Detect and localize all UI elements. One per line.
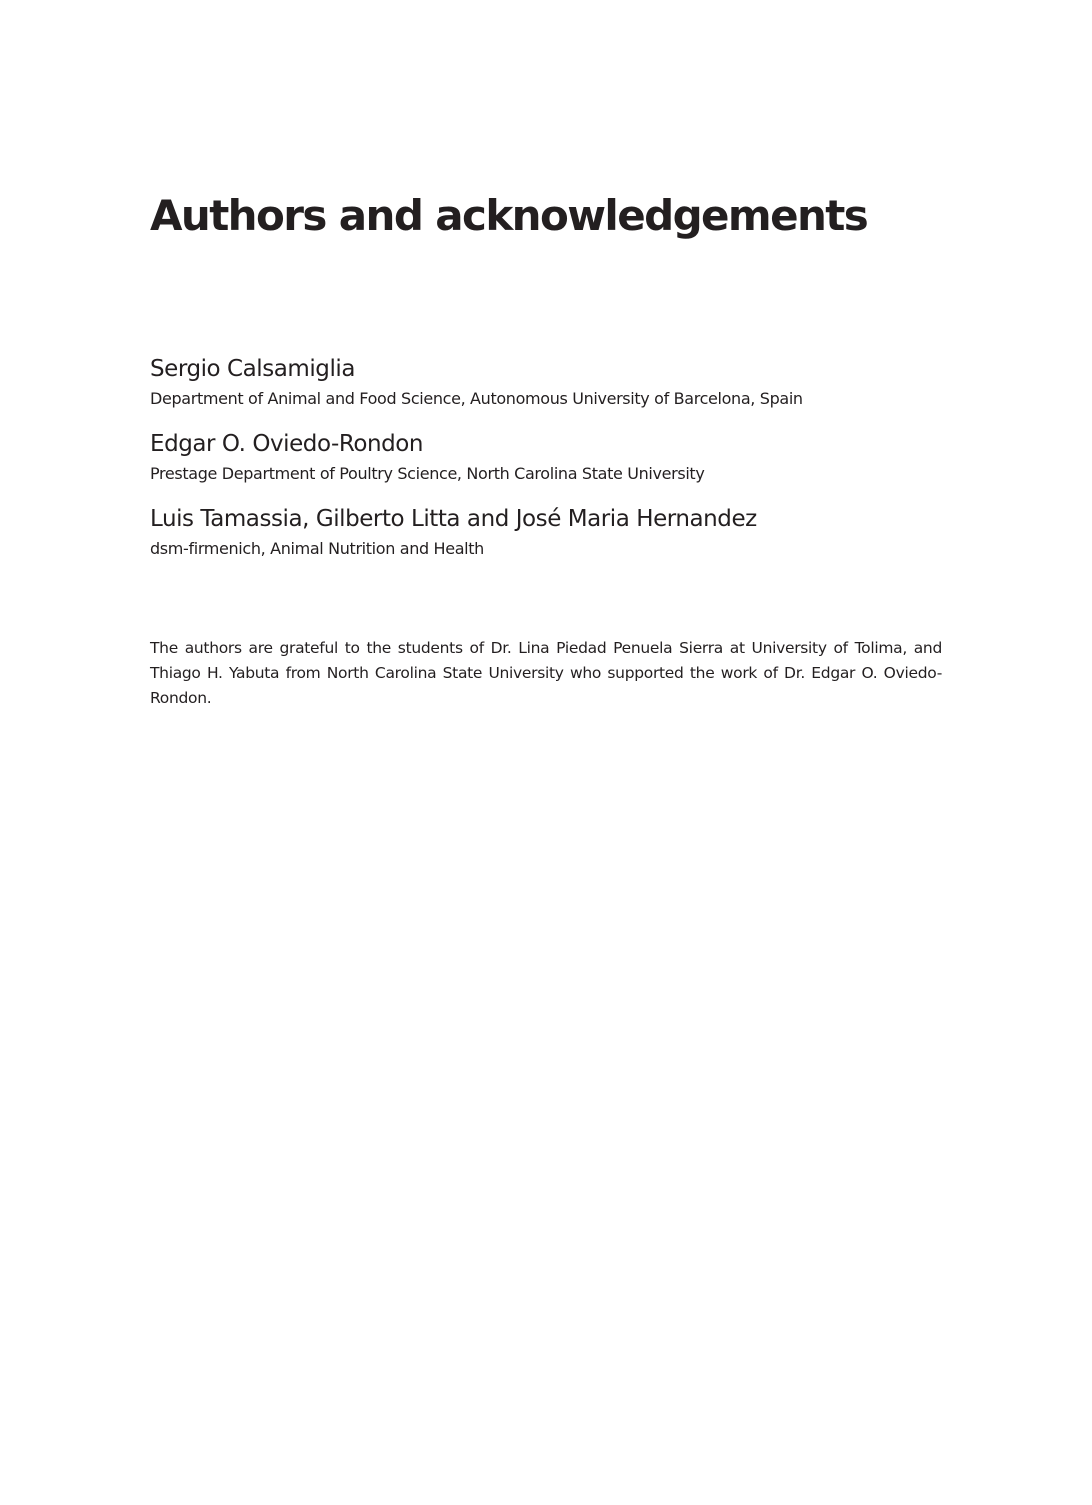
author-name: Sergio Calsamiglia [150, 356, 355, 382]
author-list [150, 352, 950, 577]
author-affiliation: Prestage Department of Poultry Science, North Carolina State University [150, 464, 705, 483]
author-entry [150, 352, 950, 411]
author-entry [150, 427, 950, 486]
author-affiliation: dsm-firmenich, Animal Nutrition and Health [150, 539, 484, 558]
author-entry [150, 502, 950, 561]
acknowledgement-paragraph: The authors are grateful to the students of Dr. Lina Piedad Penuela Sierra at University of Tolima, and Thiago H. Yabuta from North Carolina State University who supported the work of Dr. Edgar O. Oviedo-Rondon. [150, 639, 942, 707]
author-name: Luis Tamassia, Gilberto Litta and José Maria Hernandez [150, 506, 757, 532]
author-affiliation: Department of Animal and Food Science, Autonomous University of Barcelona, Spain [150, 389, 803, 408]
author-name: Edgar O. Oviedo-Rondon [150, 431, 423, 457]
page-title: Authors and acknowledgements [150, 191, 868, 240]
